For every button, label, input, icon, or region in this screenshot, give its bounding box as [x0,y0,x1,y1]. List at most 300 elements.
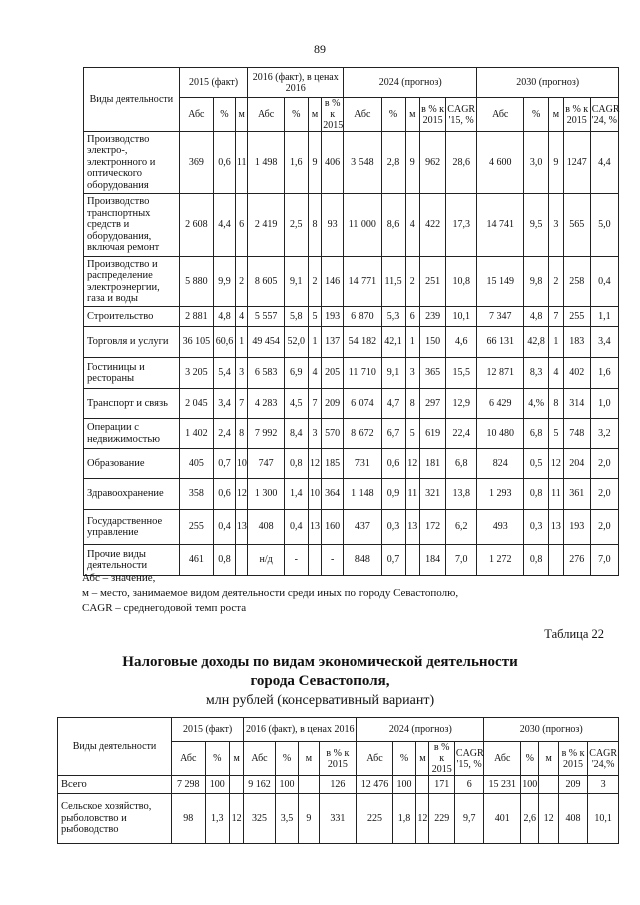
table-cell: 1,4 [284,479,308,510]
table-cell: 2,4 [214,419,236,449]
row-activity-name: Транспорт и связь [84,389,180,419]
table-cell: 13 [308,510,322,545]
table-cell: 209 [322,389,344,419]
table-row [84,419,619,449]
table-cell: 5,0 [590,194,618,257]
table-cell: 8,4 [284,419,308,449]
table-cell: 6,7 [381,419,405,449]
table-cell: 13 [549,510,564,545]
table-cell: 185 [322,449,344,479]
table-cell: 258 [563,257,590,307]
table-cell: 1,6 [590,358,618,389]
header-pct: % [381,98,405,132]
table-cell: 11,5 [381,257,405,307]
table-cell: 12 [549,449,564,479]
table-cell: 7 [308,389,322,419]
table-cell: 276 [563,545,590,576]
table-row [84,449,619,479]
table-cell: 229 [429,794,454,844]
heading-line-3: млн рублей (консервативный вариант) [205,693,435,708]
table-cell: 422 [420,194,446,257]
table-cell: 54 182 [344,327,381,358]
table-cell: 0,7 [381,545,405,576]
header-rank: м [235,98,248,132]
table-cell: 10 480 [477,419,524,449]
table-cell: 13 [235,510,248,545]
header-period-2024: 2024 (прогноз) [357,718,484,742]
table-cell: 6,8 [446,449,477,479]
heading-line-2: города Севастополя, [250,673,390,689]
table-cell: 361 [563,479,590,510]
table-row [84,307,619,327]
header-period-2015: 2015 (факт) [179,68,248,98]
table-cell: 6 074 [344,389,381,419]
table-cell: 193 [563,510,590,545]
table-cell: 6 583 [248,358,284,389]
table-1-body [84,132,619,576]
table-cell: 4 [235,307,248,327]
table-cell: 0,5 [524,449,549,479]
heading-line-1: Налоговые доходы по видам экономической деятельности [122,654,518,670]
header-activity: Виды деятельности [84,68,180,132]
table-cell: 3 [549,194,564,257]
table-cell: 7 347 [477,307,524,327]
table-cell: 172 [420,510,446,545]
table-cell: 4 600 [477,132,524,194]
table-cell: 42,1 [381,327,405,358]
table-cell: 1,0 [590,389,618,419]
table-cell: 331 [319,794,357,844]
table-cell: 9 162 [244,776,276,794]
table-cell: 2,0 [590,479,618,510]
table-cell: 9,9 [214,257,236,307]
header-cagr: CAGR '24, % [590,98,618,132]
row-activity-name: Производство электро-, электронного и оптического оборудования [84,132,180,194]
table-cell: 9 [549,132,564,194]
table-cell: 0,7 [214,449,236,479]
table-cell [299,776,319,794]
table-cell: 0,3 [381,510,405,545]
header-rank: м [229,742,243,776]
table-cell: 4,5 [284,389,308,419]
table-cell: 0,8 [524,479,549,510]
row-activity-name: Образование [84,449,180,479]
table-cell: 0,6 [214,132,236,194]
header-pct-vs-2015: в % к 2015 [558,742,588,776]
row-activity-name: Государственное управление [84,510,180,545]
table-cell: 314 [563,389,590,419]
table-cell: 406 [322,132,344,194]
table-row [84,327,619,358]
table-cell: 2 [308,257,322,307]
table-cell: 10 [308,479,322,510]
note-abs: Абс – значение, [82,572,156,584]
row-activity-name: Всего [58,776,172,794]
table-cell: 9,1 [284,257,308,307]
table-cell: 0,4 [284,510,308,545]
header-period-2024: 2024 (прогноз) [344,68,477,98]
table-cell: 1 272 [477,545,524,576]
header-cagr: CAGR '15, % [446,98,477,132]
table-cell: 11 000 [344,194,381,257]
table-cell: 1 402 [179,419,213,449]
table-cell: 325 [244,794,276,844]
table-cell: 1247 [563,132,590,194]
table-cell: 7 992 [248,419,284,449]
header-pct: % [524,98,549,132]
table-cell: 100 [275,776,298,794]
table-cell: 4 [549,358,564,389]
header-abs: Абс [344,98,381,132]
table-cell: 14 771 [344,257,381,307]
page-number: 89 [314,42,326,56]
table-cell: 848 [344,545,381,576]
header-abs: Абс [171,742,205,776]
table-cell: 2,0 [590,449,618,479]
table-cell [229,776,243,794]
table-cell: 0,4 [214,510,236,545]
table-cell: 12 [405,449,420,479]
header-abs: Абс [477,98,524,132]
table-cell: 204 [563,449,590,479]
table-cell: 1,3 [205,794,229,844]
table-cell: 0,3 [524,510,549,545]
table-cell: 297 [420,389,446,419]
table-row [84,257,619,307]
header-rank: м [416,742,429,776]
table-cell: 66 131 [477,327,524,358]
header-rank: м [549,98,564,132]
table-cell: 9,5 [524,194,549,257]
table-cell: 364 [322,479,344,510]
table-cell: - [322,545,344,576]
table-cell: 731 [344,449,381,479]
table-cell: 358 [179,479,213,510]
header-pct-vs-2015: в % к 2015 [319,742,357,776]
table-cell: 8,6 [381,194,405,257]
table-row [84,194,619,257]
header-pct-vs-2015: в % к 2015 [323,98,344,131]
table-cell: 255 [563,307,590,327]
table-cell: 2 [405,257,420,307]
table-cell: 9,8 [524,257,549,307]
header-pct: % [284,98,308,132]
table-row [58,794,619,844]
table-cell: 8 [308,194,322,257]
table-cell: 6 [405,307,420,327]
table-cell: 3 [588,776,619,794]
header-activity: Виды деятельности [58,718,172,776]
table-notes [82,571,458,616]
table-cell: 251 [420,257,446,307]
table-cell: 8,3 [524,358,549,389]
table-cell: 12 [235,479,248,510]
table-cell: 748 [563,419,590,449]
table-cell: 493 [477,510,524,545]
header-rank: м [299,742,319,776]
table-cell: 4,7 [381,389,405,419]
table-cell: 5 [405,419,420,449]
table-cell: 1,1 [590,307,618,327]
table-cell: 0,8 [214,545,236,576]
table-cell: 5 557 [248,307,284,327]
table-cell: 3 205 [179,358,213,389]
table-cell: 49 454 [248,327,284,358]
table-cell: 93 [322,194,344,257]
table-22-heading [0,653,640,710]
table-cell: 5 [308,307,322,327]
table-cell [539,776,558,794]
table-cell: 0,8 [284,449,308,479]
table-cell: 12 476 [357,776,393,794]
table-cell: 570 [322,419,344,449]
table-cell: 52,0 [284,327,308,358]
table-2-body [58,776,619,844]
table-cell: 171 [429,776,454,794]
table-cell: 5,4 [214,358,236,389]
table-cell: 3,2 [590,419,618,449]
table-cell: 1 300 [248,479,284,510]
table-cell: 1,8 [392,794,415,844]
header-pct-vs-2015: в % к 2015 [429,742,454,776]
activity-table-1 [83,67,619,576]
table-cell: 15 231 [484,776,521,794]
table-cell [416,776,429,794]
table-cell: 824 [477,449,524,479]
table-cell: 4,8 [524,307,549,327]
table-cell: 3,4 [590,327,618,358]
table-row [58,776,619,794]
table-cell: 3,4 [214,389,236,419]
header-abs: Абс [179,98,213,132]
table-cell: 408 [248,510,284,545]
table-cell: 3,0 [524,132,549,194]
table-cell: 11 710 [344,358,381,389]
header-pct: % [521,742,539,776]
table-cell: 565 [563,194,590,257]
table-cell: 150 [420,327,446,358]
table-row [84,389,619,419]
table-cell: 6,9 [284,358,308,389]
table-cell: 1,6 [284,132,308,194]
table-cell: 9 [405,132,420,194]
table-cell: 4,4 [590,132,618,194]
table-row [84,510,619,545]
table-cell: 14 741 [477,194,524,257]
row-activity-name: Гостиницы и рестораны [84,358,180,389]
table-cell: 1 293 [477,479,524,510]
table-row [84,358,619,389]
table-cell: 12 [229,794,243,844]
table-cell: 2,6 [521,794,539,844]
table-cell: 42,8 [524,327,549,358]
table-row [84,132,619,194]
table-cell: 2 419 [248,194,284,257]
table-cell: 3 [235,358,248,389]
table-cell: 7,0 [446,545,477,576]
table-cell: 209 [558,776,588,794]
header-period-2015: 2015 (факт) [171,718,243,742]
table-cell: 2 608 [179,194,213,257]
header-rank: м [405,98,420,132]
table-cell: 137 [322,327,344,358]
table-row [84,479,619,510]
table-cell: 60,6 [214,327,236,358]
row-activity-name: Строительство [84,307,180,327]
header-abs: Абс [248,98,284,132]
table-cell: 10,1 [446,307,477,327]
table-cell: 0,6 [214,479,236,510]
table-cell: 15,5 [446,358,477,389]
table-cell: 6,8 [524,419,549,449]
table-cell: 255 [179,510,213,545]
table-cell: 8 [549,389,564,419]
table-cell: 12 [308,449,322,479]
table-cell: 10,1 [588,794,619,844]
table-cell: 4 283 [248,389,284,419]
table-cell: 4,% [524,389,549,419]
header-pct: % [214,98,236,132]
table-cell: 0,4 [590,257,618,307]
row-activity-name: Производство и распределение электроэнергии, газа и воды [84,257,180,307]
header-pct: % [392,742,415,776]
table-cell: 619 [420,419,446,449]
table-cell: 146 [322,257,344,307]
table-cell: 12 [539,794,558,844]
table-cell: 408 [558,794,588,844]
table-cell: 100 [521,776,539,794]
table-cell: 6 [235,194,248,257]
table-cell: 2,8 [381,132,405,194]
table-cell: 9 [308,132,322,194]
table-cell: 6 870 [344,307,381,327]
table-cell: 17,3 [446,194,477,257]
table-cell: 160 [322,510,344,545]
table-cell: 11 [235,132,248,194]
table-cell: 98 [171,794,205,844]
table-cell: 183 [563,327,590,358]
table-cell: 4,4 [214,194,236,257]
table-cell: 4 [405,194,420,257]
row-activity-name: Сельское хозяйство, рыболовство и рыбоводство [58,794,172,844]
table-cell: 3 [405,358,420,389]
table-cell: 2 [235,257,248,307]
header-abs: Абс [357,742,393,776]
table-cell: 4 [308,358,322,389]
table-cell: 9,7 [454,794,484,844]
table-cell: 962 [420,132,446,194]
table-cell: 13 [405,510,420,545]
header-period-2016: 2016 (факт), в ценах 2016 [248,68,344,98]
table-cell: 6 [454,776,484,794]
table-cell: 4,6 [446,327,477,358]
table-cell: 437 [344,510,381,545]
table-cell: 7 [549,307,564,327]
table-cell: 321 [420,479,446,510]
header-rank: м [539,742,558,776]
table-cell: 9,1 [381,358,405,389]
table-cell: 369 [179,132,213,194]
table-cell: 2 045 [179,389,213,419]
table-cell [549,545,564,576]
table-cell: 100 [205,776,229,794]
header-period-2030: 2030 (прогноз) [484,718,619,742]
table-cell: 3 [308,419,322,449]
table-cell: 8 [405,389,420,419]
table-cell: 12 871 [477,358,524,389]
table-cell: 9 [299,794,319,844]
header-pct: % [275,742,298,776]
row-activity-name: Прочие виды деятельности [84,545,180,576]
table-cell: 2 881 [179,307,213,327]
table-label: Таблица 22 [544,627,604,641]
table-cell: 7 298 [171,776,205,794]
table-cell: 36 105 [179,327,213,358]
table-cell: 12 [416,794,429,844]
table-cell: 1 [549,327,564,358]
row-activity-name: Торговля и услуги [84,327,180,358]
table-cell: - [284,545,308,576]
table-cell: 402 [563,358,590,389]
table-cell: 22,4 [446,419,477,449]
table-cell: 5 880 [179,257,213,307]
table-cell: 12,9 [446,389,477,419]
header-period-2016: 2016 (факт), в ценах 2016 [244,718,357,742]
table-cell: 184 [420,545,446,576]
table-cell: 11 [549,479,564,510]
header-abs: Абс [244,742,276,776]
row-activity-name: Здравоохранение [84,479,180,510]
note-cagr: CAGR – среднегодовой темп роста [82,602,247,614]
row-activity-name: Операции с недвижимостью [84,419,180,449]
header-rank: м [308,98,322,132]
table-cell: 461 [179,545,213,576]
table-cell: 8 672 [344,419,381,449]
table-cell: 365 [420,358,446,389]
table-cell: 1 [235,327,248,358]
table-cell: 181 [420,449,446,479]
table-cell: 3,5 [275,794,298,844]
table-cell: 0,9 [381,479,405,510]
table-cell: 2 [549,257,564,307]
table-cell: 0,6 [381,449,405,479]
table-cell: 7,0 [590,545,618,576]
table-cell: 4,8 [214,307,236,327]
header-cagr: CAGR '15, % [454,742,484,776]
header-period-2030: 2030 (прогноз) [477,68,619,98]
table-cell: 8 [235,419,248,449]
table-cell: 7 [235,389,248,419]
table-cell: 1 [308,327,322,358]
table-cell: 1 498 [248,132,284,194]
activity-table-2 [57,717,619,844]
table-cell: 126 [319,776,357,794]
header-pct-vs-2015: в % к 2015 [420,98,446,132]
table-cell: 2,0 [590,510,618,545]
table-cell: 205 [322,358,344,389]
table-cell: 3 548 [344,132,381,194]
table-cell: 1 148 [344,479,381,510]
table-cell: 0,8 [524,545,549,576]
table-cell: 239 [420,307,446,327]
note-rank: м – место, занимаемое видом деятельности среди иных по городу Севастополю, [82,587,459,599]
table-cell: 10 [235,449,248,479]
table-cell: 5,8 [284,307,308,327]
table-cell: 11 [405,479,420,510]
table-cell: 193 [322,307,344,327]
table-cell: 100 [392,776,415,794]
row-activity-name: Производство транспортных средств и оборудования, включая ремонт [84,194,180,257]
